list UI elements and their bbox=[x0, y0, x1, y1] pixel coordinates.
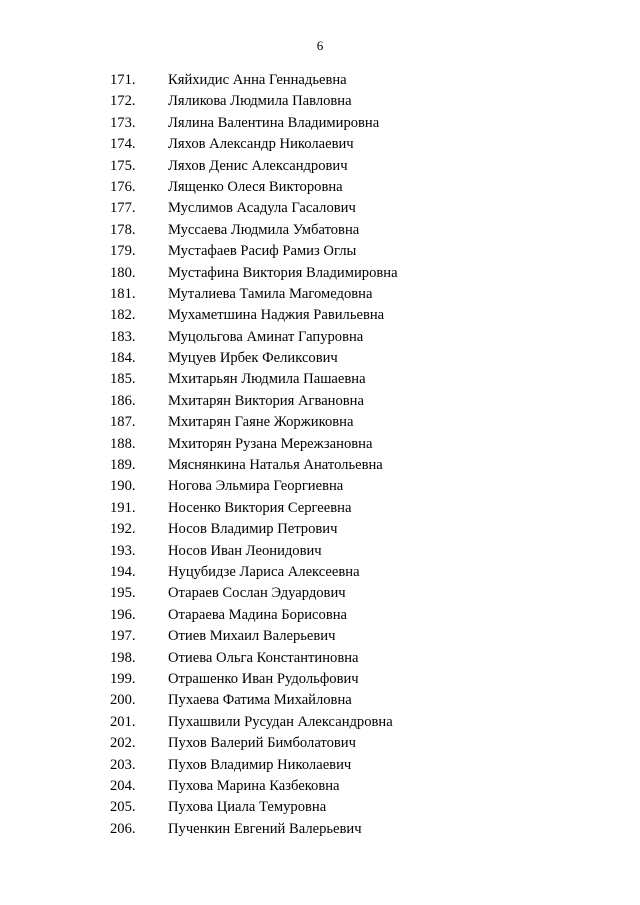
list-item bbox=[110, 327, 398, 348]
item-name: Лялина Валентина Владимировна bbox=[168, 114, 380, 131]
list-item bbox=[110, 498, 398, 519]
item-name: Муцуев Ирбек Феликсович bbox=[168, 350, 338, 367]
item-number: 187. bbox=[110, 414, 136, 431]
item-name: Лященко Олеся Викторовна bbox=[168, 178, 343, 195]
item-number: 200. bbox=[110, 692, 136, 709]
item-name: Ляхов Александр Николаевич bbox=[168, 136, 354, 153]
list-item bbox=[110, 669, 398, 690]
item-name: Мхитарьян Людмила Пашаевна bbox=[168, 371, 366, 388]
item-number: 203. bbox=[110, 756, 136, 773]
list-item bbox=[110, 648, 398, 669]
list-item bbox=[110, 712, 398, 733]
list-item bbox=[110, 284, 398, 305]
item-name: Пухаева Фатима Михайловна bbox=[168, 692, 352, 709]
item-name: Мхитарян Гаяне Жоржиковна bbox=[168, 414, 354, 431]
list-item bbox=[110, 434, 398, 455]
list-item bbox=[110, 263, 398, 284]
item-name: Мустафина Виктория Владимировна bbox=[168, 264, 398, 281]
item-number: 204. bbox=[110, 777, 136, 794]
item-name: Отиева Ольга Константиновна bbox=[168, 649, 359, 666]
item-number: 201. bbox=[110, 713, 136, 730]
item-name: Пухов Владимир Николаевич bbox=[168, 756, 352, 773]
list-item bbox=[110, 605, 398, 626]
item-name: Пухов Валерий Бимболатович bbox=[168, 735, 356, 752]
item-name: Ляхов Денис Александрович bbox=[168, 157, 348, 174]
name-list bbox=[110, 70, 398, 840]
item-name: Носенко Виктория Сергеевна bbox=[168, 499, 352, 516]
item-name: Муссаева Людмила Умбатовна bbox=[168, 221, 360, 238]
item-name: Муцольгова Аминат Гапуровна bbox=[168, 328, 364, 345]
list-item bbox=[110, 819, 398, 840]
page-number: 6 bbox=[316, 38, 324, 53]
list-item bbox=[110, 690, 398, 711]
item-name: Отараева Мадина Борисовна bbox=[168, 606, 348, 623]
item-number: 197. bbox=[110, 628, 136, 645]
item-name: Мустафаев Расиф Рамиз Оглы bbox=[168, 243, 357, 260]
item-number: 194. bbox=[110, 563, 136, 580]
item-number: 182. bbox=[110, 307, 136, 324]
item-name: Муталиева Тамила Магомедовна bbox=[168, 285, 373, 302]
list-item bbox=[110, 733, 398, 754]
list-item bbox=[110, 455, 398, 476]
item-number: 180. bbox=[110, 264, 136, 281]
list-item bbox=[110, 541, 398, 562]
list-item bbox=[110, 156, 398, 177]
list-item bbox=[110, 305, 398, 326]
item-number: 181. bbox=[110, 285, 136, 302]
item-name: Пученкин Евгений Валерьевич bbox=[168, 820, 362, 837]
item-name: Пухашвили Русудан Александровна bbox=[168, 713, 393, 730]
item-number: 176. bbox=[110, 178, 136, 195]
item-name: Мухаметшина Наджия Равильевна bbox=[168, 307, 385, 324]
list-item bbox=[110, 91, 398, 112]
item-number: 179. bbox=[110, 243, 136, 260]
item-name: Мяснянкина Наталья Анатольевна bbox=[168, 457, 383, 474]
list-item bbox=[110, 776, 398, 797]
item-name: Отиев Михаил Валерьевич bbox=[168, 628, 336, 645]
item-number: 188. bbox=[110, 435, 136, 452]
item-number: 206. bbox=[110, 820, 136, 837]
item-number: 185. bbox=[110, 371, 136, 388]
item-number: 195. bbox=[110, 585, 136, 602]
item-name: Мхитарян Виктория Агвановна bbox=[168, 392, 364, 409]
item-number: 186. bbox=[110, 392, 136, 409]
item-number: 193. bbox=[110, 542, 136, 559]
item-number: 196. bbox=[110, 606, 136, 623]
list-item bbox=[110, 113, 398, 134]
item-name: Отараев Сослан Эдуардович bbox=[168, 585, 346, 602]
item-number: 174. bbox=[110, 136, 136, 153]
list-item bbox=[110, 369, 398, 390]
item-name: Мхиторян Рузана Мережзановна bbox=[168, 435, 373, 452]
item-number: 178. bbox=[110, 221, 136, 238]
list-item bbox=[110, 134, 398, 155]
list-item bbox=[110, 626, 398, 647]
list-item bbox=[110, 519, 398, 540]
item-number: 177. bbox=[110, 200, 136, 217]
list-item bbox=[110, 476, 398, 497]
item-number: 172. bbox=[110, 93, 136, 110]
item-name: Нуцубидзе Лариса Алексеевна bbox=[168, 563, 360, 580]
item-number: 191. bbox=[110, 499, 136, 516]
list-item bbox=[110, 391, 398, 412]
list-item bbox=[110, 755, 398, 776]
item-name: Отрашенко Иван Рудольфович bbox=[168, 670, 359, 687]
item-number: 199. bbox=[110, 670, 136, 687]
item-number: 184. bbox=[110, 350, 136, 367]
item-name: Пухова Циала Темуровна bbox=[168, 799, 327, 816]
list-item bbox=[110, 412, 398, 433]
item-number: 175. bbox=[110, 157, 136, 174]
item-name: Кяйхидис Анна Геннадьевна bbox=[168, 72, 347, 88]
item-name: Ногова Эльмира Георгиевна bbox=[168, 478, 344, 495]
item-name: Носов Владимир Петрович bbox=[168, 521, 338, 538]
item-number: 192. bbox=[110, 521, 136, 538]
list-item bbox=[110, 70, 398, 91]
item-number: 189. bbox=[110, 457, 136, 474]
item-number: 205. bbox=[110, 799, 136, 816]
item-number: 190. bbox=[110, 478, 136, 495]
list-item bbox=[110, 220, 398, 241]
list-item bbox=[110, 797, 398, 818]
item-name: Пухова Марина Казбековна bbox=[168, 777, 340, 794]
item-number: 198. bbox=[110, 649, 136, 666]
item-number: 173. bbox=[110, 114, 136, 131]
list-item bbox=[110, 348, 398, 369]
item-number: 171. bbox=[110, 72, 136, 88]
item-name: Носов Иван Леонидович bbox=[168, 542, 322, 559]
list-item bbox=[110, 241, 398, 262]
item-name: Ляликова Людмила Павловна bbox=[168, 93, 352, 110]
item-number: 183. bbox=[110, 328, 136, 345]
list-item bbox=[110, 177, 398, 198]
item-name: Муслимов Асадула Гасалович bbox=[168, 200, 356, 217]
list-item bbox=[110, 562, 398, 583]
list-item bbox=[110, 583, 398, 604]
item-number: 202. bbox=[110, 735, 136, 752]
list-item bbox=[110, 198, 398, 219]
